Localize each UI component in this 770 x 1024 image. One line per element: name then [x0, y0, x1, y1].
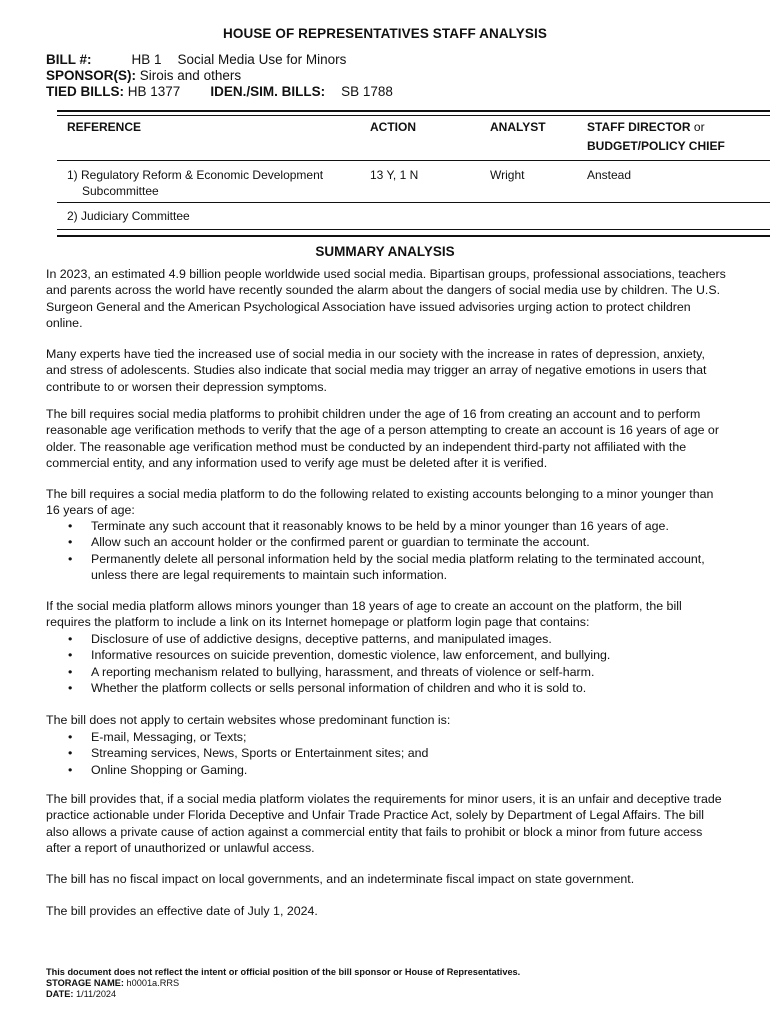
col-header-budget: BUDGET/POLICY CHIEF [587, 139, 725, 153]
row-rule-2 [57, 229, 770, 230]
row2-reference: 2) Judiciary Committee [67, 209, 190, 223]
footer-storage [46, 978, 179, 989]
col-header-director [587, 119, 705, 135]
tied-bills-line [46, 83, 393, 100]
footer-disclaimer [46, 967, 520, 978]
col-header-reference: REFERENCE [67, 120, 142, 134]
iden-label: IDEN./SIM. BILLS: [210, 84, 326, 99]
row1-reference-line2: Subcommittee [82, 184, 159, 198]
list-item: • Whether the platform collects or sells personal information of children and who it is sold to. [46, 680, 726, 696]
summary-title: SUMMARY ANALYSIS [315, 244, 455, 259]
bill-number: HB 1 [131, 52, 162, 67]
page-title: HOUSE OF REPRESENTATIVES STAFF ANALYSIS [223, 26, 547, 41]
iden-bills: SB 1788 [341, 84, 393, 99]
storage-value: h0001a.RRS [126, 978, 180, 988]
summary-paragraph-2: Many experts have tied the increased use of social media in our society with the increase in rates of depression, anxiety, and stress of adolescents. Studies also indicate that social media may trigger an array of negative emotions in users that contribute to or worsen their depression symptoms. [46, 347, 707, 394]
list-item: • Terminate any such account that it reasonably knows to be held by a minor younger than 16 years of age. [46, 518, 726, 534]
sponsor-line [46, 67, 241, 84]
list-item: • Permanently delete all personal information held by the social media platform relating to the terminated account, unless there are legal requirements to maintain such information. [46, 551, 726, 584]
summary-paragraph-4: The bill requires a social media platform to do the following related to existing accounts belonging to a minor younger than 16 years of age: [46, 487, 714, 518]
list-item: • Informative resources on suicide prevention, domestic violence, law enforcement, and bullying. [46, 647, 726, 663]
sponsor-label: SPONSOR(S): [46, 68, 137, 83]
director-or: or [693, 120, 705, 134]
row-rule-1 [57, 202, 770, 203]
row1-reference [67, 167, 323, 199]
header-row-rule [57, 160, 770, 161]
tied-bills: HB 1377 [127, 84, 181, 99]
bill-line [46, 51, 346, 68]
exempt-websites-list [46, 729, 726, 778]
disclaimer-text: This document does not reflect the intent or official position of the bill sponsor or House of Representatives. [46, 967, 521, 977]
summary-paragraph-1: In 2023, an estimated 4.9 billion people worldwide used social media. Bipartisan groups, professional associations, teachers and parents across the world have recently sounded the alarm about the dangers of social media use by children. The U.S. Surgeon General and the American Psychological Association have issued advisories urging action to protect children online. [46, 267, 726, 330]
list-item: • Online Shopping or Gaming. [46, 762, 726, 778]
director-label: STAFF DIRECTOR [587, 120, 691, 134]
summary-paragraph-6: The bill does not apply to certain websites whose predominant function is: [46, 713, 451, 727]
row1-action: 13 Y, 1 N [370, 168, 419, 182]
list-item: • Disclosure of use of addictive designs, deceptive patterns, and manipulated images. [46, 631, 726, 647]
summary-paragraph-8: The bill has no fiscal impact on local governments, and an indeterminate fiscal impact on state government. [46, 872, 635, 886]
list-item: • Allow such an account holder or the confirmed parent or guardian to terminate the account. [46, 534, 726, 550]
row1-analyst: Wright [490, 168, 525, 182]
row1-director: Anstead [587, 168, 632, 182]
col-header-analyst: ANALYST [490, 120, 546, 134]
homepage-link-list [46, 631, 726, 696]
date-value: 1/11/2024 [75, 989, 117, 999]
list-item: • E-mail, Messaging, or Texts; [46, 729, 726, 745]
bill-title: Social Media Use for Minors [177, 52, 347, 67]
col-header-action: ACTION [370, 120, 416, 134]
list-item: • Streaming services, News, Sports or Entertainment sites; and [46, 745, 726, 761]
list-item: • A reporting mechanism related to bullying, harassment, and threats of violence or self-harm. [46, 664, 726, 680]
summary-paragraph-9: The bill provides an effective date of July 1, 2024. [46, 904, 318, 918]
summary-paragraph-3: The bill requires social media platforms to prohibit children under the age of 16 from creating an account and to perform reasonable age verification methods to verify that the age of a person attempting to create an account is 16 years of age or older. The reasonable age verification method must be conducted by an independent third-party not affiliated with the commercial entity, and any information used to verify age must be deleted after it is verified. [46, 407, 719, 470]
table-top-rule [57, 110, 770, 112]
bill-label: BILL #: [46, 52, 92, 67]
date-label: DATE: [46, 989, 74, 999]
table-top-rule-2 [57, 115, 770, 116]
summary-paragraph-7: The bill provides that, if a social media platform violates the requirements for minor users, it is an unfair and deceptive trade practice actionable under Florida Deceptive and Unfair Trade Practice Act, solely by Department of Legal Affairs. The bill also allows a private cause of action against a commercial entity that fails to prohibit or block a minor from future access after a report of unauthorized or unlawful access. [46, 792, 722, 855]
table-bottom-rule [57, 235, 770, 237]
summary-paragraph-5: If the social media platform allows minors younger than 18 years of age to create an account on the platform, the bill requires the platform to include a link on its Internet homepage or platform login page that contains: [46, 599, 682, 630]
existing-accounts-list [46, 518, 726, 583]
footer-date [46, 989, 116, 1000]
row1-reference-line1: 1) Regulatory Reform & Economic Development [67, 168, 324, 182]
tied-label: TIED BILLS: [46, 84, 124, 99]
storage-label: STORAGE NAME: [46, 978, 124, 988]
sponsors: Sirois and others [139, 68, 242, 83]
